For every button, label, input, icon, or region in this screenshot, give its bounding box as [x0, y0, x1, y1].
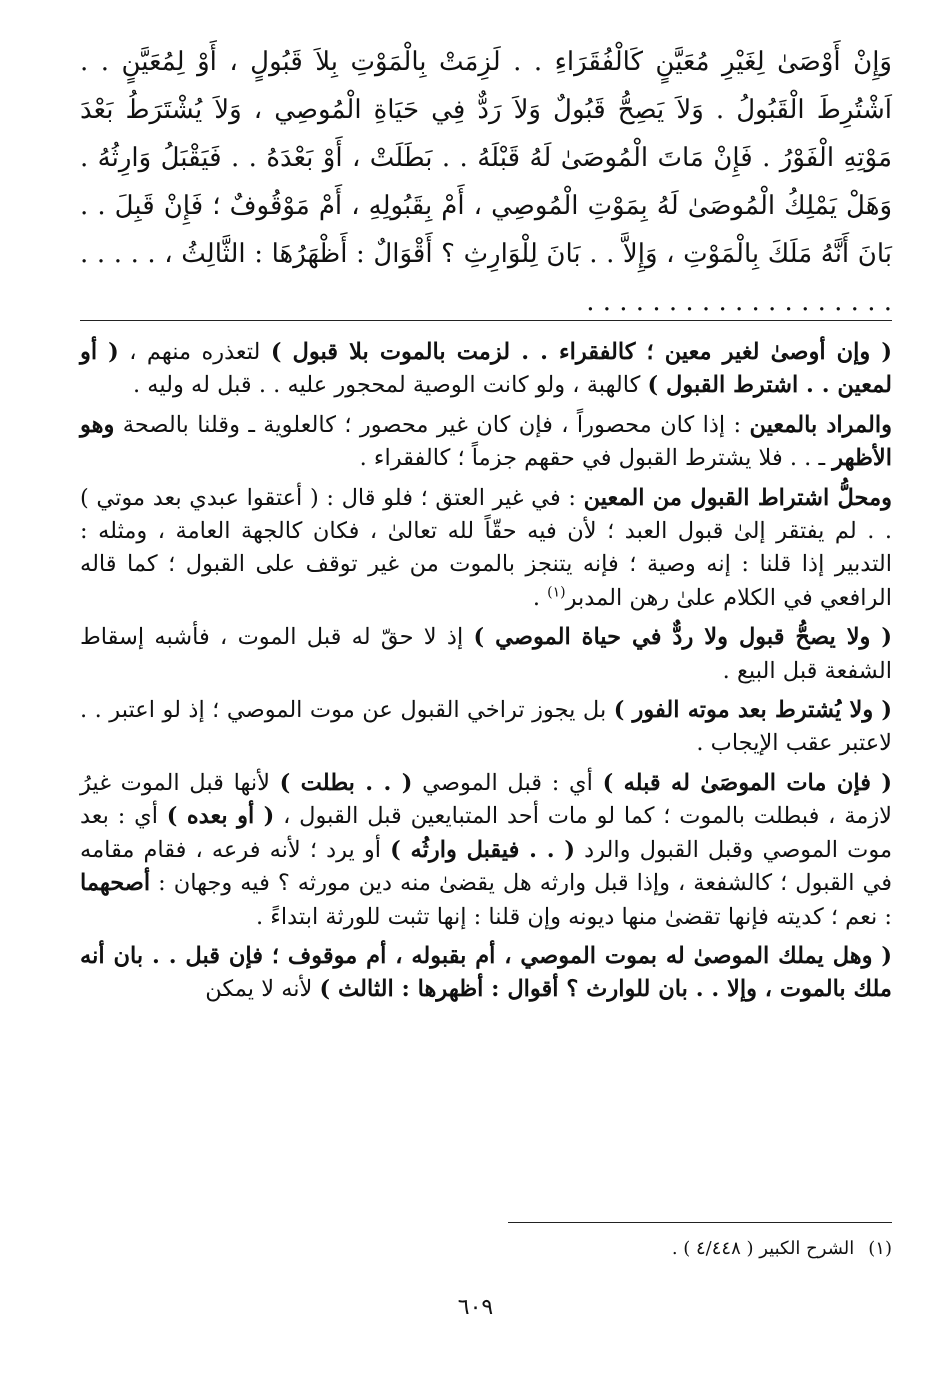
- commentary-text: : نعم ؛ كديته فإنها تقضىٰ منها ديونه وإن قلنا : إنها تثبت للورثة ابتداءً .: [255, 903, 892, 930]
- commentary-text: : إذا كان محصوراً ، فإن كان غير محصور ؛ كالعلوية ـ وقلنا بالصحة: [114, 411, 750, 438]
- sharh-paragraph-1: [80, 336, 892, 403]
- footnote-number: (١): [868, 1238, 892, 1259]
- commentary-text: : في غير العتق ؛ فلو قال : ( أعتقوا عبدي بعد موتي ) . . لم يفتقر إلىٰ قبول العبد ؛ لأن فيه حقّاً لله تعالىٰ ، فكان كالجهة العامة ، ومثله : التدبير إذا قلنا : إنه وصية ؛ فإنه يتنجز بالموت من غير توقف على القبول ؛ كما قاله الرافعي في الكلام علىٰ رهن المدبر: [80, 484, 892, 611]
- sharh-paragraph-6: [80, 767, 892, 934]
- matn-quote: ( . . فيقبل وارثُه ): [390, 836, 575, 863]
- matn-quote: ( وهل يملك الموصىٰ له بموت الموصي ، أم بقبوله ، أم موقوف ؛ فإن قبل . . بان أنه ملك بالموت ، وإلا . . بان للوارث ؟ أقوال : أظهرها : الثالث ): [80, 942, 892, 1003]
- sharh-commentary-block: [80, 336, 892, 1013]
- commentary-text: لأنها قبل الموت غيرُ لازمة ، فبطلت بالموت ؛ كما لو مات أحد المتبايعين قبل القبول ،: [80, 769, 893, 830]
- matn-quote: ( أو لمعين . . اشترط القبول ): [80, 339, 892, 399]
- commentary-text: لأنه لا يمكن: [205, 976, 320, 1003]
- bold-term: وهو الأظهر: [80, 411, 892, 472]
- sharh-paragraph-5: [80, 694, 892, 761]
- commentary-text: إذ لا حقّ له قبل الموت ، فأشبه إسقاط الشفعة قبل البيع .: [80, 624, 892, 684]
- footnote-divider: [508, 1222, 892, 1223]
- sharh-paragraph-4: [80, 621, 892, 688]
- matn-quote: ( أو بعده ): [166, 803, 275, 830]
- commentary-text: لتعذره منهم ،: [118, 339, 271, 365]
- matn-quote: ( فإن مات الموصَىٰ له قبله ): [602, 769, 892, 796]
- matn-quote: ( ولا يُشترط بعد موته الفور ): [613, 697, 893, 724]
- page-number: ٦٠٩: [457, 1295, 494, 1320]
- commentary-text: .: [532, 584, 548, 611]
- section-divider: [80, 320, 892, 321]
- matn-quote: ( ولا يصحُّ قبول ولا ردٌّ في حياة الموصي ): [473, 624, 892, 651]
- bold-term: والمراد بالمعين: [749, 411, 892, 438]
- sharh-paragraph-3: [80, 482, 892, 616]
- bold-term: ومحلُّ اشتراط القبول من المعين: [583, 484, 892, 511]
- footnote-text: الشرح الكبير ( ٤/٤٤٨ ) .: [671, 1238, 855, 1259]
- commentary-text: ـ . . فلا يشترط القبول في حقهم جزماً ؛ كالفقراء .: [359, 445, 833, 472]
- matn-quote: ( وإن أوصىٰ لغير معين ؛ كالفقراء . . لزمت بالموت بلا قبول ): [270, 339, 892, 365]
- commentary-text: أي : بعد موت الموصي وقبل القبول والرد: [80, 803, 892, 863]
- sharh-paragraph-2: [80, 409, 892, 476]
- commentary-text: أي : قبل الموصي: [412, 769, 603, 796]
- footnote-reference[interactable]: (١): [547, 584, 566, 601]
- commentary-text: كالهبة ، ولو كانت الوصية لمحجور عليه . . قبل له وليه .: [133, 372, 648, 399]
- matn-text-block: [80, 38, 892, 326]
- commentary-text: بل يجوز تراخي القبول عن موت الموصي ؛ إذ لو اعتبر . . لاعتبر عقب الإيجاب .: [80, 697, 892, 757]
- footnote: [80, 1234, 892, 1264]
- matn-paragraph: وَإِنْ أَوْصَىٰ لِغَيْرِ مُعَيَّنٍ كَالْفُقَرَاءِ . . لَزِمَتْ بِالْمَوْتِ بِلاَ قَبُولٍ ، أَوْ لِمُعَيَّنٍ . . اَشْتُرِطَ الْقَبُولُ . وَلاَ يَصِحُّ قَبُولٌ وَلاَ رَدٌّ فِي حَيَاةِ الْمُوصِي ، وَلاَ يُشْتَرَطُ بَعْدَ مَوْتِهِ الْفَوْرُ . فَإِنْ مَاتَ الْمُوصَىٰ لَهُ قَبْلَهُ . . بَطَلَتْ ، أَوْ بَعْدَهُ . . فَيَقْبَلُ وَارِثُهُ . وَهَلْ يَمْلِكُ الْمُوصَىٰ لَهُ بِمَوْتِ الْمُوصِي ، أَمْ بِقَبُولِهِ ، أَمْ مَوْقُوفٌ ؛ فَإِنْ قَبِلَ . . بَانَ أَنَّهُ مَلَكَ بِالْمَوْتِ ، وَإِلاَّ . . بَانَ لِلْوَارِثِ ؟ أَقْوَالٌ : أَظْهَرُهَا : الثَّالِثُ ، . . . . . . . . . . . . . . . . . . . . . . . .: [80, 47, 892, 317]
- sharh-paragraph-7: [80, 940, 892, 1007]
- bold-term: أصحهما: [80, 870, 151, 897]
- commentary-text: أو يرد ؛ لأنه فرعه ، فقام مقامه في القبول ؛ كالشفعة ، وإذا قبل وارثه هل يقضىٰ منه دين مورثه ؟ فيه وجهان :: [80, 836, 892, 897]
- matn-quote: ( . . بطلت ): [279, 769, 413, 796]
